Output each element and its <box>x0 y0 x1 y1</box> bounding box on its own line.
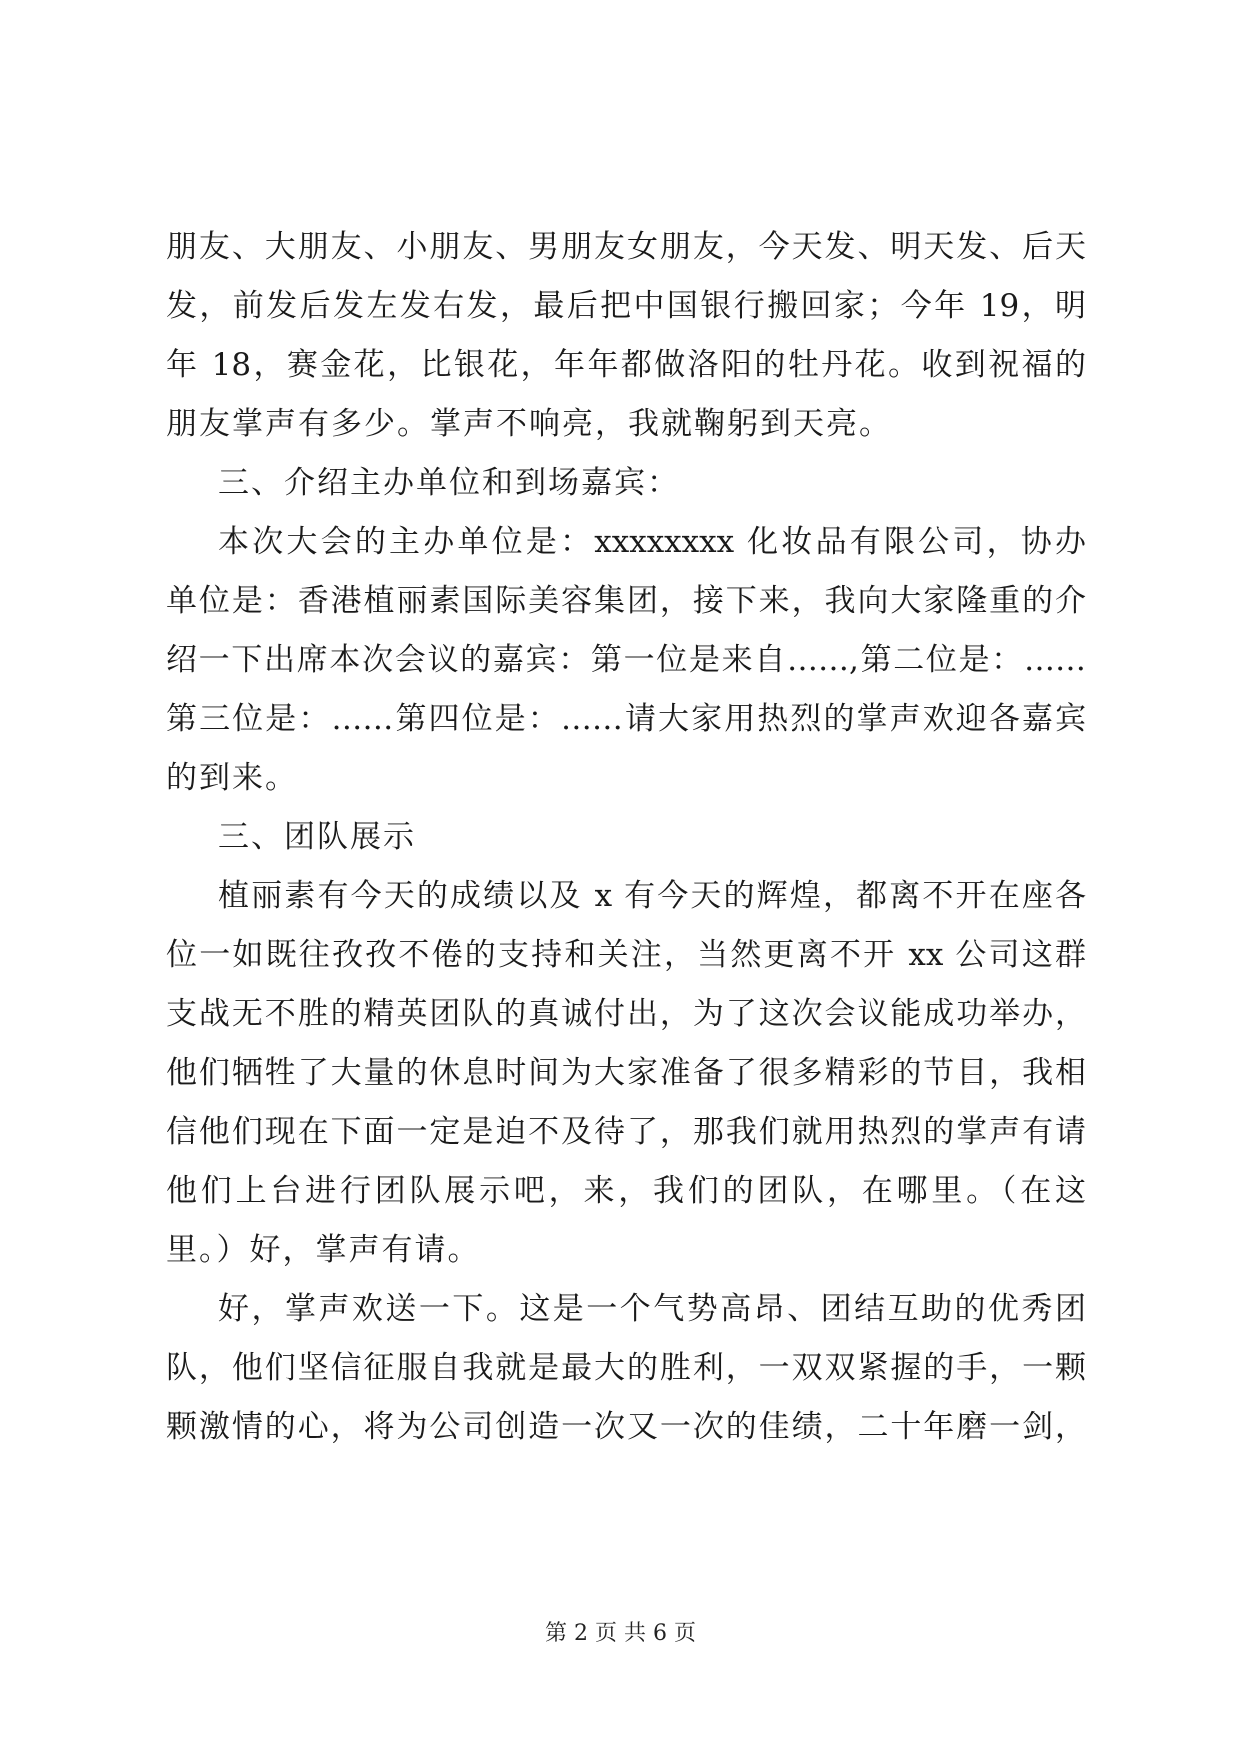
text-line: 单位是：香港植丽素国际美容集团，接下来，我向大家隆重的介 <box>166 583 1086 619</box>
section-heading: 三、团队展示 <box>218 819 416 855</box>
text-line: 里。）好，掌声有请。 <box>166 1232 481 1268</box>
text-line: 朋友掌声有多少。掌声不响亮，我就鞠躬到天亮。 <box>166 406 892 442</box>
text-line: 他们上台进行团队展示吧，来，我们的团队，在哪里。（在这 <box>166 1173 1086 1209</box>
paragraph-first-line: 本次大会的主办单位是：xxxxxxxx 化妆品有限公司，协办 <box>218 524 1086 560</box>
text-line: 朋友、大朋友、小朋友、男朋友女朋友，今天发、明天发、后天 <box>166 229 1086 265</box>
text-line: 年 18，赛金花，比银花，年年都做洛阳的牡丹花。收到祝福的 <box>166 347 1086 383</box>
section-heading: 三、介绍主办单位和到场嘉宾： <box>218 465 680 501</box>
text-line: 的到来。 <box>166 760 298 796</box>
text-line: 位一如既往孜孜不倦的支持和关注，当然更离不开 xx 公司这群 <box>166 937 1086 973</box>
text-line: 颗激情的心，将为公司创造一次又一次的佳绩，二十年磨一剑， <box>166 1409 1086 1445</box>
paragraph-first-line: 植丽素有今天的成绩以及 x 有今天的辉煌，都离不开在座各 <box>218 878 1086 914</box>
text-line: 发，前发后发左发右发，最后把中国银行搬回家；今年 19，明 <box>166 288 1086 324</box>
page-number-footer: 第 2 页 共 6 页 <box>545 1621 696 1646</box>
paragraph-first-line: 好，掌声欢送一下。这是一个气势高昂、团结互助的优秀团 <box>218 1291 1086 1327</box>
text-line: 队，他们坚信征服自我就是最大的胜利，一双双紧握的手，一颗 <box>166 1350 1086 1386</box>
text-line: 信他们现在下面一定是迫不及待了，那我们就用热烈的掌声有请 <box>166 1114 1086 1150</box>
text-line: 支战无不胜的精英团队的真诚付出，为了这次会议能成功举办， <box>166 996 1086 1032</box>
text-line: 绍一下出席本次会议的嘉宾：第一位是来自……,第二位是：…… <box>166 642 1086 678</box>
text-line: 第三位是：……第四位是：……请大家用热烈的掌声欢迎各嘉宾 <box>166 701 1086 737</box>
text-line: 他们牺牲了大量的休息时间为大家准备了很多精彩的节目，我相 <box>166 1055 1086 1091</box>
